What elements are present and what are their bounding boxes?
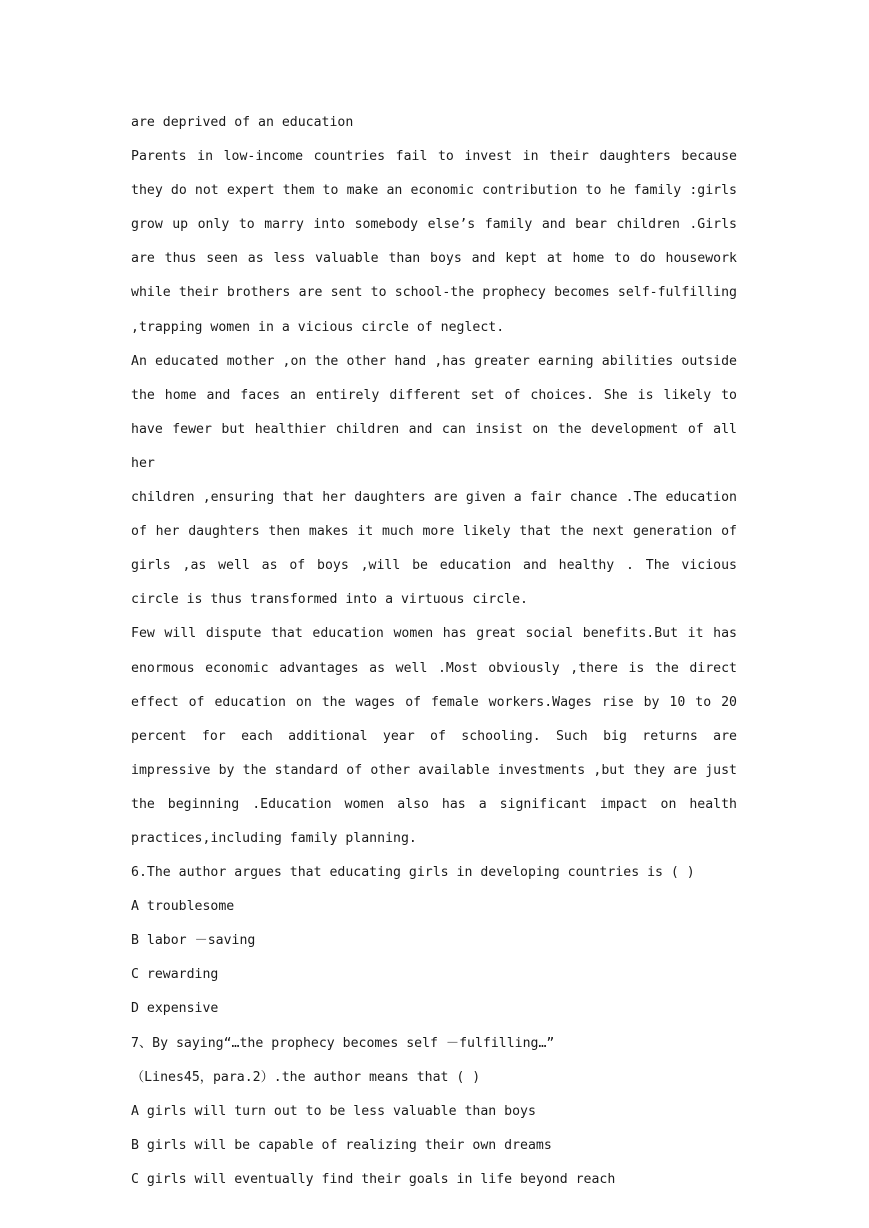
question-6 bbox=[131, 856, 737, 1026]
question-7 bbox=[131, 1027, 737, 1197]
document-body bbox=[131, 106, 737, 1197]
passage-paragraph: are deprived of an education bbox=[131, 115, 354, 130]
passage-paragraph: children ,ensuring that her daughters are given a fair chance .The education of her daughters then makes it much more likely that the next generation of girls ,as well as of boys ,will be education and healthy . The vicious circle is thus transformed into a virtuous circle. bbox=[131, 490, 737, 608]
answer-option: B labor －saving bbox=[131, 933, 256, 949]
question-stem: 6.The author argues that educating girls in developing countries is ( ) bbox=[131, 865, 695, 881]
passage-paragraph: Few will dispute that education women has great social benefits.But it has enormous economic advantages as well .Most obviously ,there is the direct effect of education on the wages of female workers.Wages rise by 10 to 20 percent for each additional year of schooling. Such big returns are impressive by the standard of other available investments ,but they are just the beginning .Education women also has a significant impact on health practices,including family planning. bbox=[131, 626, 737, 846]
answer-option: C girls will eventually find their goals in life beyond reach bbox=[131, 1171, 616, 1187]
answer-option: C rewarding bbox=[131, 967, 219, 983]
question-stem: 7、By saying“…the prophecy becomes self －fulfilling…” bbox=[131, 1035, 555, 1051]
answer-option: A troublesome bbox=[131, 899, 235, 915]
answer-option: D expensive bbox=[131, 1001, 219, 1017]
question-stem-continuation: （Lines45，para.2）.the author means that ( ) bbox=[131, 1069, 481, 1085]
answer-option: B girls will be capable of realizing their own dreams bbox=[131, 1137, 552, 1153]
passage-paragraph: Parents in low-income countries fail to invest in their daughters because they do not expert them to make an economic contribution to he family :girls grow up only to marry into somebody else’s family and bear children .Girls are thus seen as less valuable than boys and kept at home to do housework while their brothers are sent to school-the prophecy becomes self-fulfilling ,trapping women in a vicious circle of neglect. bbox=[131, 149, 737, 335]
passage-paragraph: An educated mother ,on the other hand ,has greater earning abilities outside the home and faces an entirely different set of choices. She is likely to have fewer but healthier children and can insist on the development of all her bbox=[131, 353, 737, 471]
answer-option: A girls will turn out to be less valuable than boys bbox=[131, 1103, 536, 1119]
